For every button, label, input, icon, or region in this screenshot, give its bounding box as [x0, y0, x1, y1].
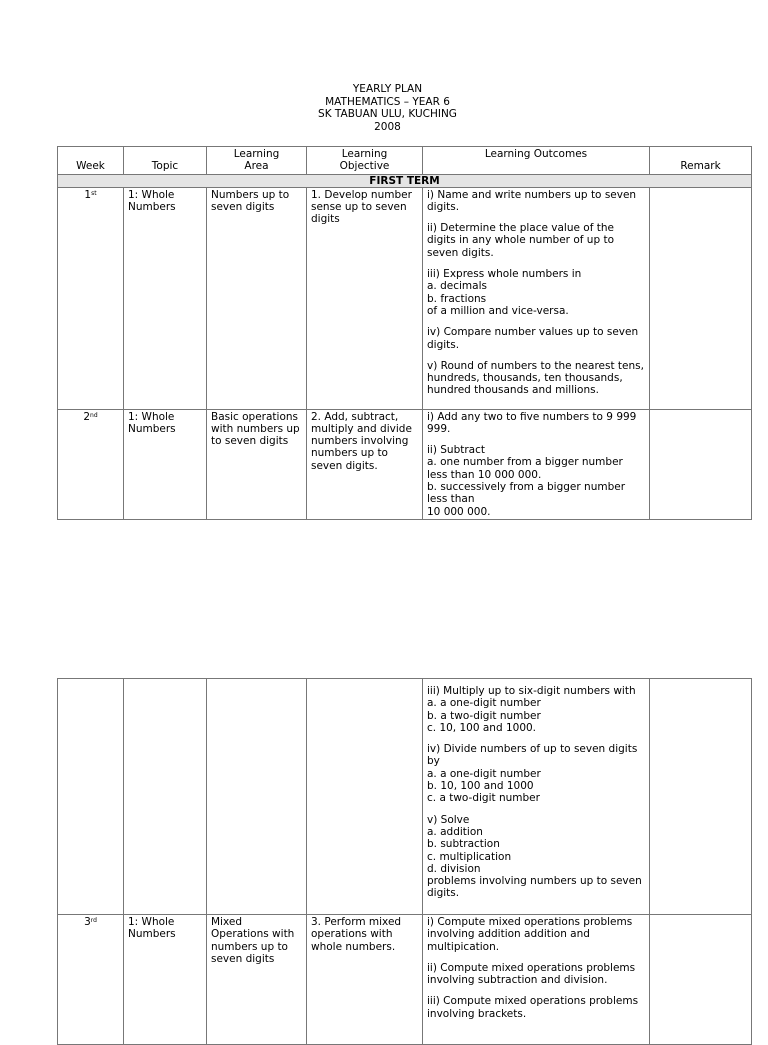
header-school: SK TABUAN ULU, KUCHING: [318, 108, 457, 120]
outcome-item: i) Compute mixed operations problems involving addition addition and multipication.: [427, 916, 633, 953]
topic-cell: 1: Whole Numbers: [124, 409, 207, 519]
topic-cell: [124, 679, 207, 915]
table-header-row: [58, 147, 752, 175]
learning-outcomes-cell: [423, 679, 650, 915]
remark-cell: [650, 409, 752, 519]
learning-area-cell: [207, 679, 307, 915]
column-header-learning-outcomes: Learning Outcomes: [423, 147, 650, 175]
learning-objective-cell: 2. Add, subtract, multiply and divide numbers involving numbers up to seven digits.: [307, 409, 423, 519]
outcome-item: iii) Express whole numbers in a. decimals b. fractions of a million and vice-versa.: [427, 268, 582, 317]
learning-outcomes-cell: [423, 187, 650, 409]
column-header-topic: Topic: [124, 147, 207, 175]
week-cell: 2nd: [58, 409, 124, 519]
table-row: [58, 409, 752, 519]
learning-objective-cell: [307, 679, 423, 915]
column-header-week: Week: [58, 147, 124, 175]
learning-objective-cell: 3. Perform mixed operations with whole numbers.: [307, 915, 423, 1045]
term-label: FIRST TERM: [58, 174, 752, 187]
learning-outcomes-cell: [423, 915, 650, 1045]
learning-outcomes-cell: [423, 409, 650, 519]
learning-objective-cell: 1. Develop number sense up to seven digits: [307, 187, 423, 409]
topic-cell: 1: Whole Numbers: [124, 187, 207, 409]
document-header: [0, 83, 768, 133]
outcome-item: i) Add any two to five numbers to 9 999 999.: [427, 410, 637, 435]
learning-area-cell: Mixed Operations with numbers up to seven digits: [207, 915, 307, 1045]
column-header-learning-area: Learning Area: [207, 147, 307, 175]
topic-cell: 1: Whole Numbers: [124, 915, 207, 1045]
outcome-item: iv) Divide numbers of up to seven digits by a. a one-digit number b. 10, 100 and 1000 c. a two-digit number: [427, 743, 638, 805]
header-subject: MATHEMATICS – YEAR 6: [325, 95, 450, 108]
remark-cell: [650, 915, 752, 1045]
outcome-item: iv) Compare number values up to seven digits.: [427, 326, 639, 351]
column-header-remark: Remark: [650, 147, 752, 175]
yearly-plan-table-continued: [57, 678, 752, 1045]
week-cell: [58, 679, 124, 915]
week-cell: 1st: [58, 187, 124, 409]
outcome-item: v) Round of numbers to the nearest tens, hundreds, thousands, ten thousands, hundred thousands and millions.: [427, 359, 644, 397]
learning-area-cell: Numbers up to seven digits: [207, 187, 307, 409]
remark-cell: [650, 679, 752, 915]
outcome-item: v) Solve a. addition b. subtraction c. multiplication d. division problems involving numbers up to seven digits.: [427, 813, 642, 900]
outcome-item: ii) Compute mixed operations problems involving subtraction and division.: [427, 961, 636, 987]
remark-cell: [650, 187, 752, 409]
week-cell: 3rd: [58, 915, 124, 1045]
table-row: [58, 187, 752, 409]
outcome-item: iii) Multiply up to six-digit numbers with a. a one-digit number b. a two-digit number c. 10, 100 and 1000.: [427, 685, 636, 734]
header-year: 2008: [374, 120, 401, 133]
outcome-item: iii) Compute mixed operations problems involving brackets.: [427, 995, 639, 1020]
column-header-learning-objective: Learning Objective: [307, 147, 423, 175]
outcome-item: ii) Determine the place value of the digits in any whole number of up to seven digits.: [427, 222, 614, 259]
learning-area-cell: Basic operations with numbers up to seven digits: [207, 409, 307, 519]
outcome-item: i) Name and write numbers up to seven digits.: [427, 188, 637, 213]
header-title: YEARLY PLAN: [352, 83, 423, 95]
table-row: [58, 679, 752, 915]
term-row: [58, 174, 752, 187]
yearly-plan-table: [57, 146, 752, 520]
table-row: [58, 915, 752, 1045]
outcome-item: ii) Subtract a. one number from a bigger number less than 10 000 000. b. successively from a bigger number less than 10 000 000.: [427, 444, 626, 518]
